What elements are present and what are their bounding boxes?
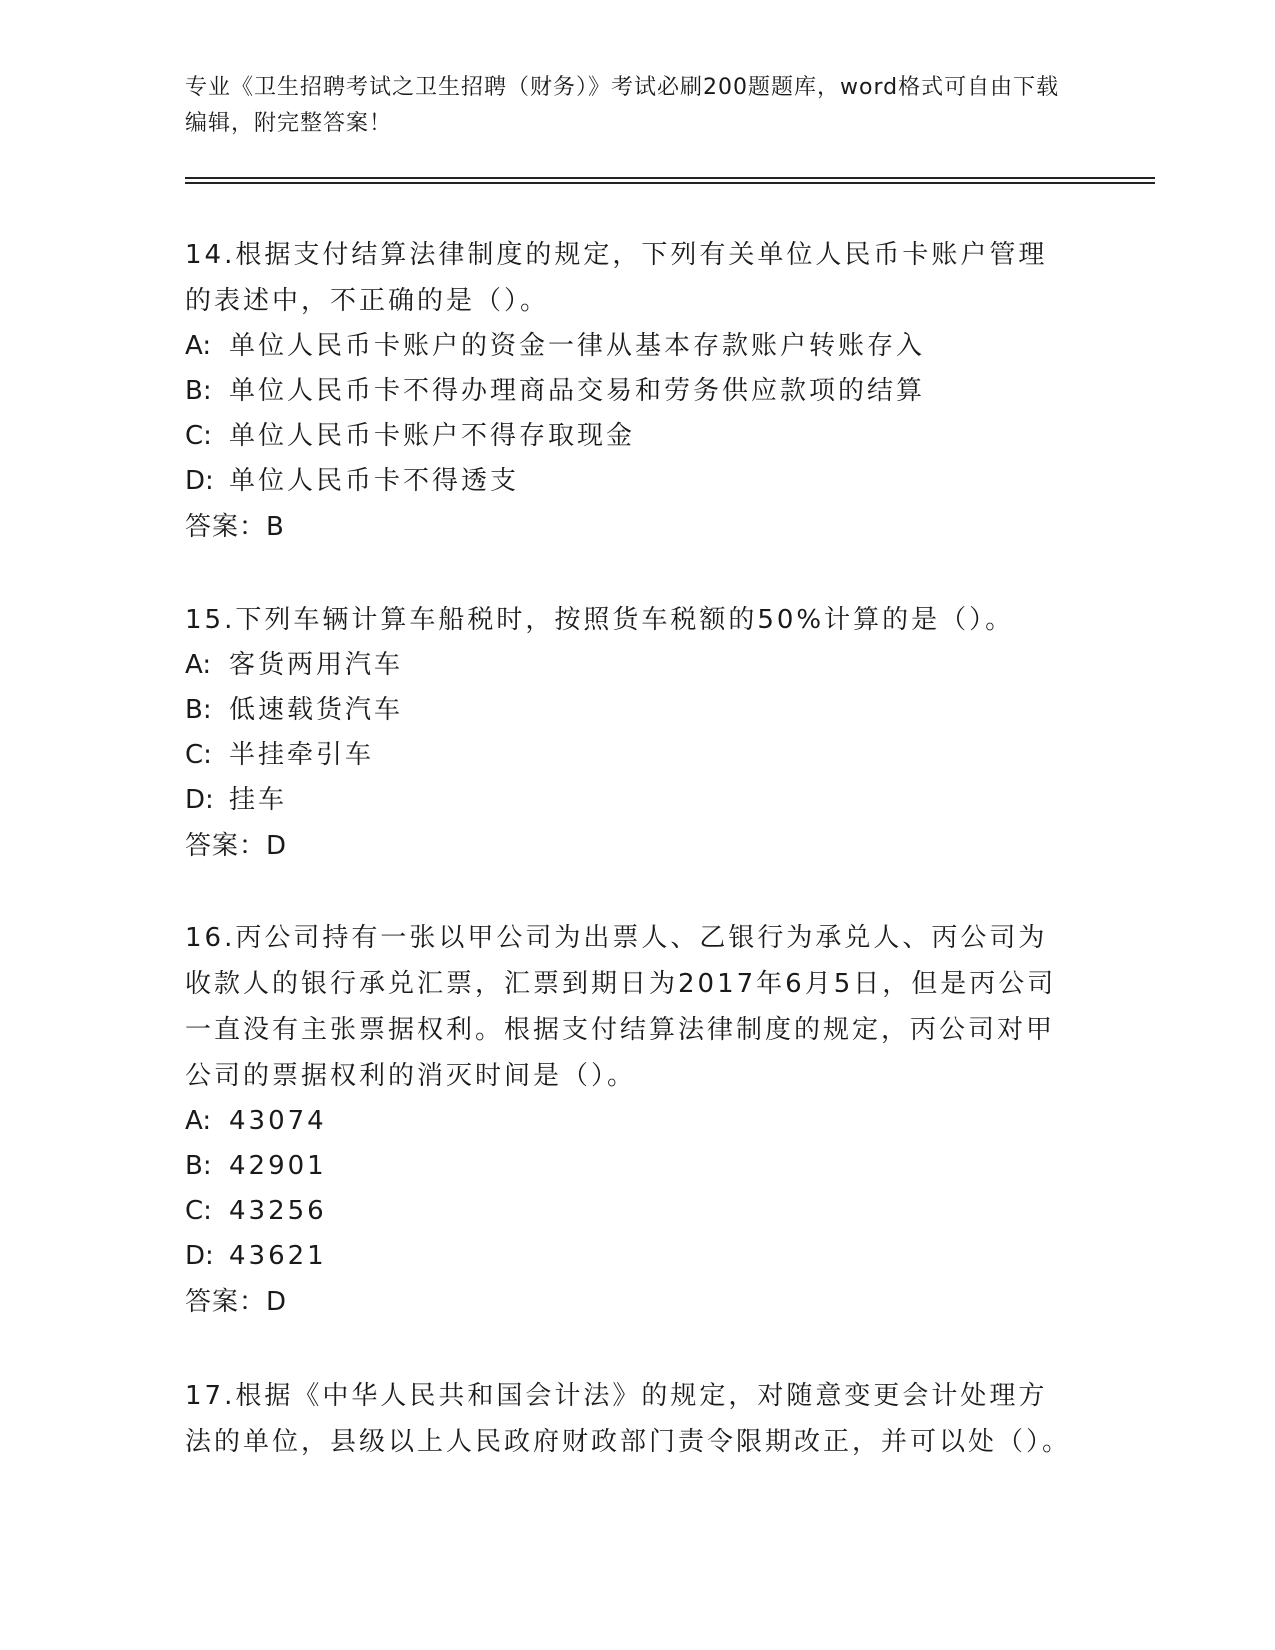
option-text: 单位人民币卡账户不得存取现金 — [229, 421, 636, 451]
option-c — [185, 1189, 1075, 1234]
option-key: D: — [185, 466, 214, 496]
option-c — [185, 733, 1075, 778]
option-key: D: — [185, 785, 214, 815]
answer-line — [185, 1279, 1075, 1325]
header-divider-bottom — [185, 182, 1155, 184]
option-text: 单位人民币卡不得办理商品交易和劳务供应款项的结算 — [229, 376, 926, 406]
header-divider-top — [185, 177, 1155, 179]
option-a — [185, 1099, 1075, 1144]
option-text: 低速载货汽车 — [229, 695, 404, 725]
option-b — [185, 1144, 1075, 1189]
option-text: 单位人民币卡不得透支 — [229, 466, 520, 496]
option-d — [185, 778, 1075, 823]
question-16 — [185, 915, 1075, 1325]
answer-value: D — [266, 1287, 288, 1317]
question-stem: 17.根据《中华人民共和国会计法》的规定，对随意变更会计处理方法的单位，县级以上人民政府财政部门责令限期改正，并可以处（）。 — [185, 1381, 1072, 1457]
option-text: 43621 — [229, 1241, 327, 1271]
answer-value: D — [266, 831, 288, 861]
option-key: A: — [185, 1106, 212, 1136]
option-text: 43074 — [229, 1106, 327, 1136]
option-a — [185, 324, 1075, 369]
option-a — [185, 643, 1075, 688]
option-text: 43256 — [229, 1196, 327, 1226]
option-key: D: — [185, 1241, 214, 1271]
answer-line — [185, 504, 1075, 550]
option-d — [185, 1234, 1075, 1279]
question-15 — [185, 597, 1075, 869]
option-text: 客货两用汽车 — [229, 650, 404, 680]
answer-line — [185, 823, 1075, 869]
option-key: C: — [185, 421, 212, 451]
question-17 — [185, 1373, 1075, 1465]
option-key: C: — [185, 740, 212, 770]
question-14 — [185, 232, 1075, 550]
question-stem: 15.下列车辆计算车船税时，按照货车税额的50%计算的是（）。 — [185, 605, 1015, 635]
option-key: B: — [185, 376, 212, 406]
option-c — [185, 414, 1075, 459]
option-d — [185, 459, 1075, 504]
option-text: 42901 — [229, 1151, 327, 1181]
option-key: B: — [185, 1151, 212, 1181]
document-intro: 专业《卫生招聘考试之卫生招聘（财务）》考试必刷200题题库，word格式可自由下载编辑，附完整答案！ — [185, 75, 1060, 136]
option-key: B: — [185, 695, 212, 725]
option-text: 半挂牵引车 — [229, 740, 375, 770]
option-b — [185, 688, 1075, 733]
option-text: 单位人民币卡账户的资金一律从基本存款账户转账存入 — [229, 331, 926, 361]
option-key: C: — [185, 1196, 212, 1226]
option-b — [185, 369, 1075, 414]
question-stem: 16.丙公司持有一张以甲公司为出票人、乙银行为承兑人、丙公司为收款人的银行承兑汇票，汇票到期日为2017年6月5日，但是丙公司一直没有主张票据权利。根据支付结算法律制度的规定，丙公司对甲公司的票据权利的消灭时间是（）。 — [185, 923, 1057, 1091]
answer-label: 答案： — [185, 1287, 267, 1317]
answer-label: 答案： — [185, 512, 267, 542]
option-key: A: — [185, 331, 212, 361]
answer-value: B — [266, 512, 285, 542]
option-key: A: — [185, 650, 212, 680]
option-text: 挂车 — [229, 785, 288, 815]
question-stem: 14.根据支付结算法律制度的规定，下列有关单位人民币卡账户管理的表述中，不正确的是（）。 — [185, 240, 1048, 316]
answer-label: 答案： — [185, 831, 267, 861]
